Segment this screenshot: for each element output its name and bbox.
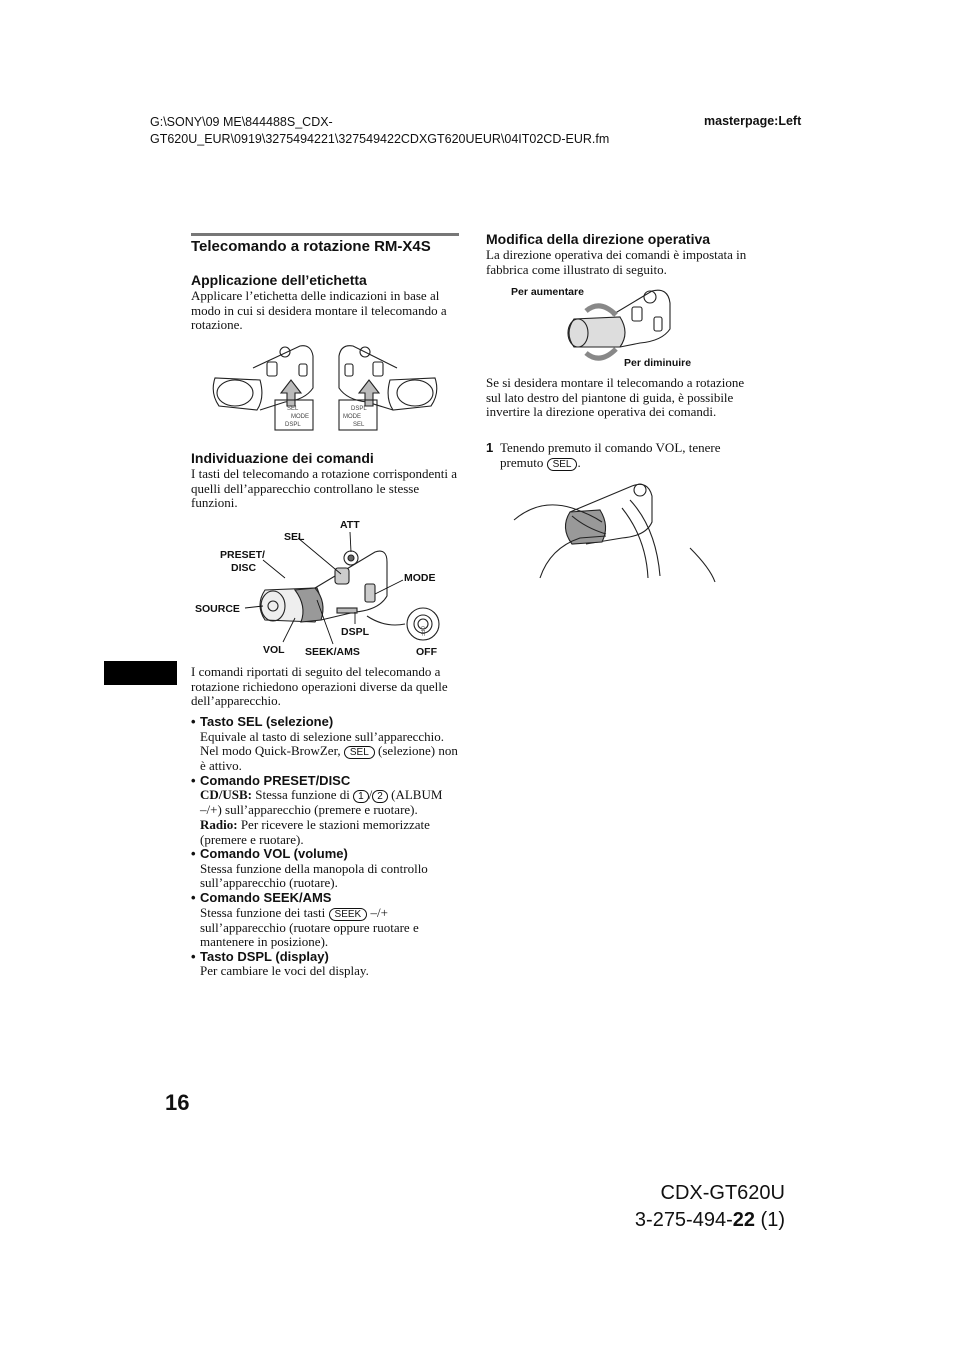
file-path-line-2: GT620U_EUR\0919\3275494221\327549422CDXGT620UEUR\04IT02CD-EUR.fm — [150, 132, 610, 146]
bullet-seek-text-2: –/+ sull’apparecchio (ruotare oppure ruotare e mantenere in posizione). — [200, 904, 419, 950]
paragraph-reverse: Se si desidera montare il telecomando a rotazione sul lato destro del piantone di guida, è possibile invertire la direzione operativa dei comandi. — [486, 375, 745, 420]
step-1 — [486, 441, 756, 471]
label-seek: SEEK/AMS — [305, 646, 360, 658]
label-text-dspl-right: DSPL — [351, 406, 367, 412]
label-vol: VOL — [263, 644, 285, 656]
radio-text: Per ricevere le stazioni memorizzate (premere e ruotare). — [200, 816, 430, 847]
bullet-vol-text: Stessa funzione della manopola di controllo sull’apparecchio (ruotare). — [200, 860, 428, 891]
bullet-dspl: • Tasto DSPL (display) Per cambiare le voci del display. — [191, 950, 463, 979]
bullet-dspl-text: Per cambiare le voci del display. — [200, 963, 369, 979]
page-number: 16 — [165, 1090, 190, 1115]
label-text-sel-left: SEL — [287, 406, 299, 412]
radio-label: Radio: — [200, 816, 238, 832]
bullet-sel-heading: Tasto SEL (selezione) — [200, 714, 334, 729]
masterpage-label: masterpage:Left — [704, 114, 802, 128]
model-name: CDX-GT620U — [660, 1182, 785, 1204]
label-off: OFF — [416, 646, 437, 658]
paragraph-intro: I comandi riportati di seguito del telecomando a rotazione richiedono operazioni diverse da quelle dell’apparecchio. — [191, 664, 448, 709]
step-text-2: . — [577, 454, 581, 470]
step-sel-key-icon: SEL — [547, 458, 578, 471]
model-block — [620, 1180, 785, 1234]
model-code — [620, 1207, 785, 1234]
title-rule — [191, 233, 459, 236]
slash-text: / — [368, 787, 373, 803]
key-1-icon: 1 — [353, 790, 369, 803]
bullet-sel-text-2: (selezione) non è attivo. — [200, 743, 458, 774]
label-text-mode-right: MODE — [343, 414, 361, 420]
label-text-sel-right: SEL — [353, 422, 365, 428]
label-text-mode-left: MODE — [291, 414, 309, 420]
bullet-sel-text-1: Equivale al tasto di selezione sull’apparecchio. Nel modo Quick-BrowZer, — [200, 728, 445, 759]
model-code-bold: 22 — [732, 1209, 755, 1231]
off-small-text: OFF — [419, 626, 425, 636]
heading-label-application: Applicazione dell’etichetta — [191, 272, 367, 288]
bullet-list — [191, 715, 463, 979]
section-title: Telecomando a rotazione RM-X4S — [191, 238, 431, 255]
label-text-dspl-left: DSPL — [285, 422, 301, 428]
label-decrease: Per diminuire — [624, 357, 692, 369]
model-code-prefix: 3-275-494- — [634, 1209, 733, 1231]
cd-usb-text-2: (ALBUM –/+) sull’apparecchio (premere e ruotare). — [200, 787, 443, 818]
heading-controls: Individuazione dei comandi — [191, 450, 374, 466]
label-att: ATT — [340, 519, 360, 531]
paragraph-direction: La direzione operativa dei comandi è impostata in fabbrica come illustrato di seguito. — [486, 247, 747, 277]
paragraph-label-application: Applicare l’etichetta delle indicazioni in base al modo in cui si desidera montare il telecomando a rotazione. — [191, 288, 447, 333]
bullet-vol-heading: Comando VOL (volume) — [200, 846, 348, 862]
paragraph-controls: I tasti del telecomando a rotazione corrispondenti a quelli dell’apparecchio controllano le stesse funzioni. — [191, 466, 458, 511]
cd-usb-label: CD/USB: — [200, 787, 253, 803]
figure-label-application — [205, 338, 450, 438]
file-path — [150, 114, 670, 148]
label-dspl: DSPL — [341, 626, 370, 638]
bullet-seek-heading: Comando SEEK/AMS — [200, 889, 332, 905]
bullet-vol: • Comando VOL (volume) Stessa funzione della manopola di controllo sull’apparecchio (ruotare). — [191, 847, 463, 891]
key-2-icon: 2 — [372, 790, 388, 803]
label-sel: SEL — [284, 531, 305, 543]
bullet-preset: • Comando PRESET/DISC CD/USB: Stessa funzione di 1 / 2 (ALBUM –/+) sull’apparecchio (premere e ruotare). Radio: Per ricevere le stazioni memorizzate (premere e ruotare). — [191, 774, 463, 847]
label-source: SOURCE — [195, 603, 240, 615]
bullet-dspl-heading: Tasto DSPL (display) — [200, 948, 329, 964]
label-preset-2: DISC — [231, 562, 257, 574]
bullet-preset-heading: Comando PRESET/DISC — [200, 772, 351, 788]
heading-direction: Modifica della direzione operativa — [486, 231, 711, 247]
bullet-sel: • Tasto SEL (selezione) Equivale al tasto di selezione sull’apparecchio. Nel modo Quick-BrowZer, SEL (selezione) non è attivo. — [191, 715, 463, 774]
label-increase: Per aumentare — [511, 286, 584, 298]
step-number: 1 — [486, 440, 494, 455]
figure-hand-operation — [510, 478, 725, 586]
file-path-line-1: G:\SONY\09 ME\844488S_CDX- — [150, 115, 333, 129]
model-code-suffix: (1) — [755, 1209, 785, 1231]
step-text-1: Tenendo premuto il comando VOL, tenere premuto — [500, 440, 721, 470]
sel-key-icon: SEL — [344, 746, 375, 759]
cd-usb-text-1: Stessa funzione di — [255, 787, 350, 803]
label-mode: MODE — [404, 572, 436, 584]
seek-key-icon: SEEK — [329, 908, 368, 921]
bullet-seek: • Comando SEEK/AMS Stessa funzione dei tasti SEEK –/+ sull’apparecchio (ruotare oppure ruotare e mantenere in posizione). — [191, 891, 463, 950]
bullet-seek-text-1: Stessa funzione dei tasti — [200, 904, 326, 920]
language-tab — [104, 661, 177, 685]
label-preset-1: PRESET/ — [220, 549, 265, 561]
